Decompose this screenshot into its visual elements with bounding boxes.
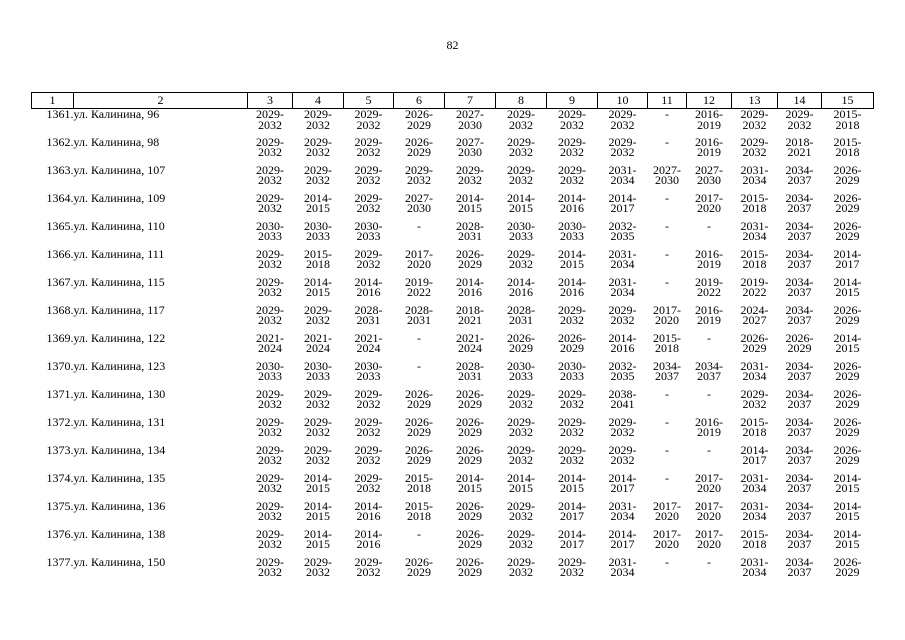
- period-cell: 2014- 2016: [608, 330, 637, 355]
- period-cell: -: [665, 386, 669, 401]
- period-cell: 2029- 2032: [256, 107, 284, 132]
- period-cell: 2031- 2034: [740, 470, 769, 495]
- period-cell: 2014- 2016: [558, 190, 586, 215]
- schedule-table: [31, 92, 874, 585]
- period-cell: 2029- 2032: [558, 162, 586, 187]
- row-number: 1370.: [46, 358, 74, 373]
- period-cell: 2029- 2032: [507, 498, 535, 523]
- row-number: 1377.: [46, 554, 74, 569]
- period-cell: 2031- 2034: [608, 274, 637, 299]
- period-cell: 2019- 2022: [740, 274, 769, 299]
- period-cell: 2029- 2032: [507, 442, 535, 467]
- period-cell: 2029- 2032: [304, 134, 332, 159]
- period-cell: 2015- 2018: [740, 526, 769, 551]
- period-cell: 2014- 2017: [558, 526, 586, 551]
- period-cell: 2029- 2032: [304, 107, 332, 132]
- period-cell: 2029- 2032: [304, 442, 332, 467]
- period-cell: 2016- 2019: [695, 246, 723, 271]
- period-cell: 2029- 2032: [558, 554, 586, 579]
- period-cell: -: [707, 442, 711, 457]
- period-cell: 2026- 2029: [833, 386, 862, 411]
- period-cell: 2029- 2032: [354, 190, 383, 215]
- period-cell: 2029- 2032: [608, 414, 637, 439]
- period-cell: 2018- 2021: [785, 134, 814, 159]
- table-row: [32, 361, 874, 389]
- period-cell: 2028- 2031: [456, 218, 484, 243]
- period-cell: -: [665, 107, 669, 121]
- period-cell: 2029- 2032: [256, 162, 284, 187]
- period-cell: 2026- 2029: [456, 498, 484, 523]
- period-cell: 2034- 2037: [785, 470, 814, 495]
- period-cell: 2030- 2033: [304, 358, 332, 383]
- period-cell: 2014- 2015: [833, 498, 862, 523]
- row-number: 1365.: [46, 218, 74, 233]
- row-number: 1364.: [46, 190, 74, 205]
- row-address: ул. Калинина, 130: [73, 386, 166, 401]
- period-cell: 2014- 2016: [354, 498, 383, 523]
- period-cell: 2026- 2029: [558, 330, 586, 355]
- period-cell: 2034- 2037: [785, 414, 814, 439]
- column-header: 3: [248, 93, 293, 109]
- period-cell: 2021- 2024: [354, 330, 383, 355]
- row-address: ул. Калинина, 135: [73, 470, 166, 485]
- period-cell: 2019- 2022: [405, 274, 433, 299]
- period-cell: 2029- 2032: [354, 470, 383, 495]
- period-cell: 2034- 2037: [695, 358, 723, 383]
- period-cell: 2026- 2029: [833, 358, 862, 383]
- period-cell: 2031- 2034: [740, 554, 769, 579]
- period-cell: 2026- 2029: [456, 442, 484, 467]
- period-cell: 2018- 2021: [456, 302, 484, 327]
- period-cell: 2014- 2016: [558, 274, 586, 299]
- period-cell: 2026- 2029: [405, 386, 433, 411]
- row-number: 1376.: [46, 526, 74, 541]
- period-cell: 2017- 2020: [695, 190, 723, 215]
- period-cell: 2017- 2020: [695, 470, 723, 495]
- period-cell: 2016- 2019: [695, 134, 723, 159]
- column-header: 6: [394, 93, 445, 109]
- period-cell: -: [707, 330, 711, 345]
- row-number: 1367.: [46, 274, 74, 289]
- row-number: 1374.: [46, 470, 74, 485]
- period-cell: 2014- 2017: [833, 246, 862, 271]
- column-header: 7: [445, 93, 496, 109]
- period-cell: 2034- 2037: [785, 358, 814, 383]
- period-cell: 2024- 2027: [740, 302, 769, 327]
- period-cell: 2029- 2032: [354, 246, 383, 271]
- row-address: ул. Калинина, 111: [73, 246, 165, 261]
- column-header: 8: [496, 93, 547, 109]
- period-cell: 2029- 2032: [354, 107, 383, 132]
- row-address: ул. Калинина, 110: [73, 218, 165, 233]
- period-cell: 2026- 2029: [456, 554, 484, 579]
- period-cell: 2029- 2032: [740, 134, 769, 159]
- period-cell: 2017- 2020: [695, 498, 723, 523]
- period-cell: 2029- 2032: [558, 386, 586, 411]
- period-cell: 2031- 2034: [608, 554, 637, 579]
- period-cell: 2030- 2033: [354, 218, 383, 243]
- period-cell: 2029- 2032: [354, 554, 383, 579]
- period-cell: 2026- 2029: [456, 386, 484, 411]
- row-address: ул. Калинина, 138: [73, 526, 166, 541]
- period-cell: 2029- 2032: [507, 162, 535, 187]
- period-cell: 2029- 2032: [507, 107, 535, 132]
- row-number: 1373.: [46, 442, 74, 457]
- period-cell: 2027- 2030: [456, 107, 484, 132]
- period-cell: 2027- 2030: [456, 134, 484, 159]
- period-cell: 2029- 2032: [256, 134, 284, 159]
- period-cell: 2034- 2037: [785, 554, 814, 579]
- period-cell: 2026- 2029: [405, 442, 433, 467]
- period-cell: 2029- 2032: [304, 554, 332, 579]
- period-cell: 2030- 2033: [304, 218, 332, 243]
- table-row: [32, 333, 874, 361]
- row-address: ул. Калинина, 122: [73, 330, 166, 345]
- period-cell: -: [665, 274, 669, 289]
- period-cell: 2034- 2037: [785, 274, 814, 299]
- period-cell: 2015- 2018: [304, 246, 332, 271]
- period-cell: -: [417, 526, 421, 541]
- period-cell: 2014- 2015: [304, 190, 332, 215]
- column-header: 1: [32, 93, 74, 109]
- table-row: [32, 473, 874, 501]
- column-header: 15: [822, 93, 874, 109]
- period-cell: 2029- 2032: [740, 386, 769, 411]
- period-cell: 2029- 2032: [558, 134, 586, 159]
- period-cell: 2029- 2032: [608, 134, 637, 159]
- period-cell: 2031- 2034: [740, 162, 769, 187]
- period-cell: -: [417, 330, 421, 345]
- period-cell: 2017- 2020: [695, 526, 723, 551]
- period-cell: 2014- 2017: [608, 470, 637, 495]
- period-cell: 2034- 2037: [785, 526, 814, 551]
- period-cell: 2014- 2015: [507, 190, 535, 215]
- period-cell: -: [665, 554, 669, 569]
- period-cell: 2014- 2015: [456, 470, 484, 495]
- period-cell: 2026- 2029: [405, 414, 433, 439]
- table-row: [32, 529, 874, 557]
- period-cell: 2026- 2029: [785, 330, 814, 355]
- period-cell: 2029- 2032: [405, 162, 433, 187]
- table-row: [32, 221, 874, 249]
- period-cell: 2014- 2015: [833, 526, 862, 551]
- row-number: 1363.: [46, 162, 74, 177]
- period-cell: 2014- 2017: [740, 442, 769, 467]
- table-row: [32, 557, 874, 585]
- table-row: [32, 305, 874, 333]
- period-cell: 2026- 2029: [456, 414, 484, 439]
- table-row: [32, 389, 874, 417]
- table-row: [32, 193, 874, 221]
- period-cell: 2029- 2032: [740, 107, 769, 132]
- row-address: ул. Калинина, 131: [73, 414, 166, 429]
- period-cell: 2029- 2032: [256, 498, 284, 523]
- period-cell: -: [665, 218, 669, 233]
- row-number: 1375.: [46, 498, 74, 513]
- period-cell: 2031- 2034: [608, 498, 637, 523]
- period-cell: 2014- 2017: [608, 526, 637, 551]
- period-cell: 2014- 2017: [558, 498, 586, 523]
- period-cell: 2029- 2032: [354, 134, 383, 159]
- period-cell: 2029- 2032: [256, 414, 284, 439]
- period-cell: 2034- 2037: [785, 302, 814, 327]
- period-cell: 2014- 2016: [354, 274, 383, 299]
- period-cell: 2026- 2029: [456, 246, 484, 271]
- period-cell: 2029- 2032: [608, 302, 637, 327]
- period-cell: 2029- 2032: [256, 274, 284, 299]
- period-cell: 2029- 2032: [354, 442, 383, 467]
- period-cell: 2029- 2032: [354, 162, 383, 187]
- period-cell: -: [417, 218, 421, 233]
- table-body: [32, 109, 874, 585]
- period-cell: 2026- 2029: [833, 218, 862, 243]
- period-cell: 2014- 2015: [833, 470, 862, 495]
- column-header: 2: [74, 93, 248, 109]
- column-header: 12: [687, 93, 732, 109]
- period-cell: -: [665, 470, 669, 485]
- row-address: ул. Калинина, 150: [73, 554, 166, 569]
- period-cell: -: [665, 246, 669, 261]
- period-cell: 2030- 2033: [354, 358, 383, 383]
- period-cell: 2034- 2037: [785, 218, 814, 243]
- period-cell: -: [665, 190, 669, 205]
- period-cell: 2031- 2034: [608, 162, 637, 187]
- period-cell: 2015- 2018: [740, 246, 769, 271]
- period-cell: 2014- 2017: [608, 190, 637, 215]
- row-address: ул. Калинина, 107: [73, 162, 166, 177]
- period-cell: 2030- 2033: [256, 358, 284, 383]
- row-number: 1371.: [46, 386, 74, 401]
- period-cell: 2034- 2037: [785, 162, 814, 187]
- period-cell: 2028- 2031: [354, 302, 383, 327]
- period-cell: 2029- 2032: [507, 134, 535, 159]
- period-cell: 2029- 2032: [256, 246, 284, 271]
- period-cell: 2019- 2022: [695, 274, 723, 299]
- period-cell: 2028- 2031: [405, 302, 433, 327]
- row-number: 1366.: [46, 246, 74, 261]
- period-cell: 2034- 2037: [785, 498, 814, 523]
- column-header: 4: [293, 93, 344, 109]
- period-cell: 2014- 2015: [558, 470, 586, 495]
- period-cell: 2026- 2029: [405, 554, 433, 579]
- period-cell: 2026- 2029: [405, 107, 433, 132]
- row-address: ул. Калинина, 117: [73, 302, 165, 317]
- period-cell: 2016- 2019: [695, 302, 723, 327]
- row-number: 1372.: [46, 414, 74, 429]
- period-cell: -: [665, 414, 669, 429]
- period-cell: 2034- 2037: [785, 190, 814, 215]
- period-cell: 2015- 2018: [740, 414, 769, 439]
- period-cell: -: [707, 218, 711, 233]
- period-cell: 2014- 2015: [304, 526, 332, 551]
- row-number: 1368.: [46, 302, 74, 317]
- period-cell: 2021- 2024: [456, 330, 484, 355]
- period-cell: 2029- 2032: [354, 386, 383, 411]
- period-cell: 2032- 2035: [608, 218, 637, 243]
- column-header: 14: [778, 93, 822, 109]
- period-cell: 2031- 2034: [740, 358, 769, 383]
- row-address: ул. Калинина, 109: [73, 190, 166, 205]
- column-header: 13: [732, 93, 778, 109]
- period-cell: 2030- 2033: [558, 218, 586, 243]
- table-row: [32, 277, 874, 305]
- period-cell: 2029- 2032: [256, 302, 284, 327]
- period-cell: 2026- 2029: [507, 330, 535, 355]
- period-cell: 2029- 2032: [304, 386, 332, 411]
- period-cell: 2034- 2037: [785, 246, 814, 271]
- period-cell: 2014- 2015: [558, 246, 586, 271]
- period-cell: 2026- 2029: [833, 162, 862, 187]
- period-cell: -: [707, 386, 711, 401]
- period-cell: 2030- 2033: [507, 218, 535, 243]
- period-cell: 2029- 2032: [507, 554, 535, 579]
- period-cell: 2029- 2032: [507, 526, 535, 551]
- period-cell: 2031- 2034: [740, 218, 769, 243]
- period-cell: 2014- 2016: [507, 274, 535, 299]
- period-cell: 2027- 2030: [653, 162, 681, 187]
- period-cell: 2031- 2034: [740, 498, 769, 523]
- period-cell: 2014- 2015: [456, 190, 484, 215]
- period-cell: 2029- 2032: [304, 414, 332, 439]
- period-cell: 2026- 2029: [833, 442, 862, 467]
- period-cell: 2026- 2029: [456, 526, 484, 551]
- period-cell: 2014- 2015: [507, 470, 535, 495]
- period-cell: 2017- 2020: [405, 246, 433, 271]
- period-cell: 2029- 2032: [608, 107, 637, 132]
- period-cell: 2017- 2020: [653, 526, 681, 551]
- period-cell: 2015- 2018: [405, 470, 433, 495]
- table-row: [32, 417, 874, 445]
- period-cell: 2026- 2029: [405, 134, 433, 159]
- period-cell: 2029- 2032: [256, 386, 284, 411]
- row-address: ул. Калинина, 134: [73, 442, 166, 457]
- period-cell: 2028- 2031: [456, 358, 484, 383]
- period-cell: 2030- 2033: [507, 358, 535, 383]
- period-cell: 2034- 2037: [785, 442, 814, 467]
- period-cell: 2034- 2037: [653, 358, 681, 383]
- period-cell: 2029- 2032: [507, 414, 535, 439]
- row-address: ул. Калинина, 98: [73, 134, 160, 149]
- period-cell: 2026- 2029: [833, 190, 862, 215]
- period-cell: 2029- 2032: [256, 442, 284, 467]
- row-address: ул. Калинина, 96: [73, 107, 160, 121]
- period-cell: 2026- 2029: [833, 414, 862, 439]
- period-cell: 2015- 2018: [740, 190, 769, 215]
- period-cell: 2029- 2032: [507, 386, 535, 411]
- period-cell: 2030- 2033: [256, 218, 284, 243]
- period-cell: 2017- 2020: [653, 302, 681, 327]
- period-cell: 2015- 2018: [833, 107, 862, 132]
- period-cell: 2030- 2033: [558, 358, 586, 383]
- period-cell: 2021- 2024: [256, 330, 284, 355]
- page-number: 82: [446, 38, 459, 52]
- period-cell: 2014- 2015: [304, 274, 332, 299]
- period-cell: 2032- 2035: [608, 358, 637, 383]
- period-cell: 2016- 2019: [695, 414, 723, 439]
- row-address: ул. Калинина, 123: [73, 358, 166, 373]
- period-cell: 2016- 2019: [695, 107, 723, 132]
- period-cell: -: [417, 358, 421, 373]
- period-cell: 2029- 2032: [354, 414, 383, 439]
- row-address: ул. Калинина, 136: [73, 498, 166, 513]
- period-cell: 2029- 2032: [304, 302, 332, 327]
- row-address: ул. Калинина, 115: [73, 274, 165, 289]
- period-cell: 2029- 2032: [785, 107, 814, 132]
- period-cell: 2029- 2032: [558, 442, 586, 467]
- period-cell: 2026- 2029: [833, 302, 862, 327]
- period-cell: 2029- 2032: [558, 414, 586, 439]
- period-cell: -: [665, 134, 669, 149]
- period-cell: 2029- 2032: [256, 190, 284, 215]
- period-cell: 2015- 2018: [405, 498, 433, 523]
- period-cell: 2014- 2015: [833, 274, 862, 299]
- period-cell: -: [707, 554, 711, 569]
- period-cell: 2017- 2020: [653, 498, 681, 523]
- period-cell: 2038- 2041: [608, 386, 637, 411]
- period-cell: 2015- 2018: [833, 134, 862, 159]
- period-cell: -: [665, 442, 669, 457]
- period-cell: 2029- 2032: [558, 302, 586, 327]
- table-row: [32, 109, 874, 137]
- column-header: 11: [648, 93, 687, 109]
- period-cell: 2029- 2032: [608, 442, 637, 467]
- table-row: [32, 249, 874, 277]
- period-cell: 2029- 2032: [256, 526, 284, 551]
- period-cell: 2026- 2029: [833, 554, 862, 579]
- table-row: [32, 165, 874, 193]
- period-cell: 2028- 2031: [507, 302, 535, 327]
- column-header: 10: [598, 93, 648, 109]
- period-cell: 2034- 2037: [785, 386, 814, 411]
- period-cell: 2029- 2032: [256, 554, 284, 579]
- row-number: 1361.: [46, 107, 74, 121]
- row-number: 1362.: [46, 134, 74, 149]
- period-cell: 2014- 2016: [456, 274, 484, 299]
- column-header: 5: [344, 93, 394, 109]
- table-row: [32, 137, 874, 165]
- period-cell: 2014- 2015: [304, 498, 332, 523]
- period-cell: 2014- 2015: [304, 470, 332, 495]
- period-cell: 2026- 2029: [740, 330, 769, 355]
- period-cell: 2021- 2024: [304, 330, 332, 355]
- period-cell: 2029- 2032: [558, 107, 586, 132]
- period-cell: 2029- 2032: [304, 162, 332, 187]
- table-row: [32, 445, 874, 473]
- period-cell: 2027- 2030: [405, 190, 433, 215]
- period-cell: 2015- 2018: [653, 330, 681, 355]
- period-cell: 2031- 2034: [608, 246, 637, 271]
- row-number: 1369.: [46, 330, 74, 345]
- period-cell: 2027- 2030: [695, 162, 723, 187]
- period-cell: 2014- 2016: [354, 526, 383, 551]
- table-row: [32, 501, 874, 529]
- column-header: 9: [547, 93, 598, 109]
- period-cell: 2029- 2032: [507, 246, 535, 271]
- period-cell: 2029- 2032: [256, 470, 284, 495]
- period-cell: 2029- 2032: [456, 162, 484, 187]
- period-cell: 2014- 2015: [833, 330, 862, 355]
